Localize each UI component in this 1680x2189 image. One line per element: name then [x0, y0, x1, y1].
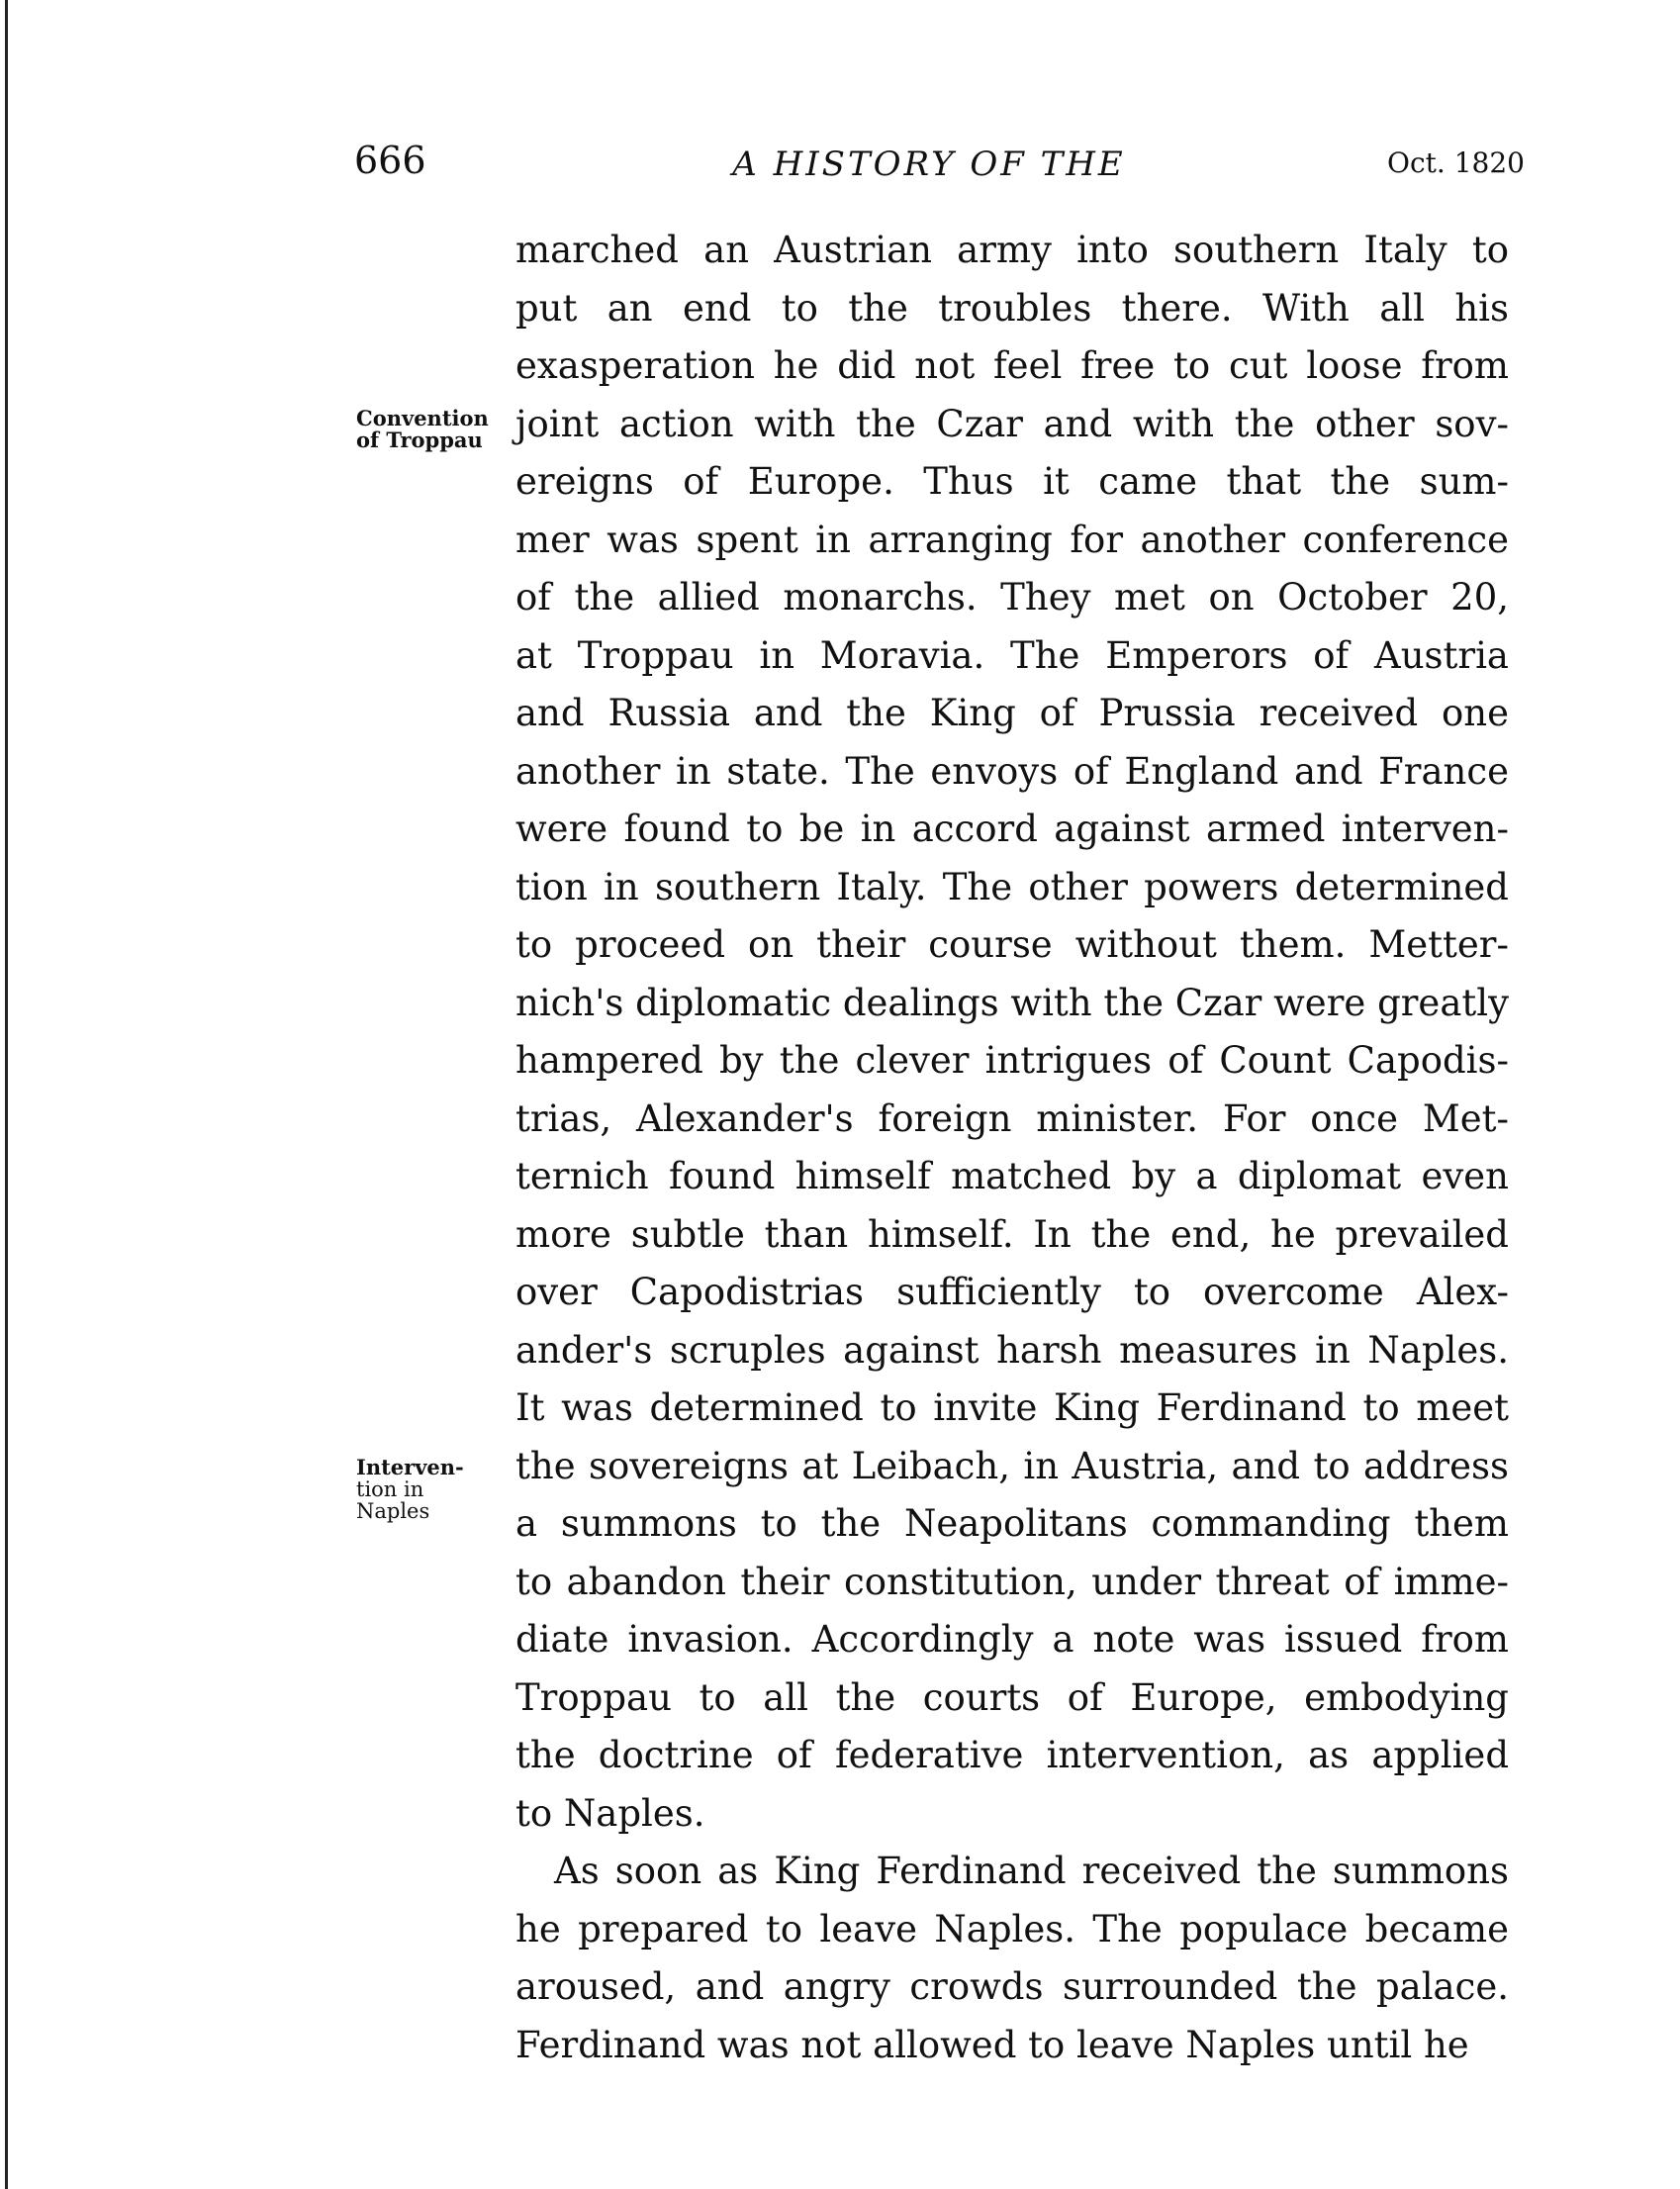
scan-edge-rule [5, 0, 8, 2189]
text-line: another in state. The envoys of England and France [515, 749, 1509, 793]
margin-note-line: Naples [356, 1499, 430, 1523]
text-line: more subtle than himself. In the end, he prevailed [515, 1212, 1509, 1256]
text-line: at Troppau in Moravia. The Emperors of Austria [515, 633, 1509, 677]
margin-note-intervention [356, 1457, 464, 1522]
text-line: the doctrine of federative intervention, as applied [515, 1734, 1509, 1776]
text-line: over Capodistrias sufficiently to overcome Alex- [515, 1271, 1509, 1313]
text-line: tion in southern Italy. The other powers determined [515, 865, 1509, 908]
text-line: hampered by the clever intrigues of Count Capodis- [515, 1039, 1509, 1082]
margin-note-line: Interven- [356, 1455, 464, 1479]
margin-note-convention [356, 408, 489, 451]
text-line: nich's diplomatic dealings with the Czar were greatly [515, 981, 1509, 1024]
text-line: As soon as King Ferdinand received the summons [554, 1850, 1509, 1892]
text-line: Troppau to all the courts of Europe, embodying [515, 1675, 1509, 1719]
text-line: joint action with the Czar and with the other sov- [515, 402, 1509, 445]
text-line: Ferdinand was not allowed to leave Naples until he [515, 2023, 1469, 2066]
text-line: to proceed on their course without them. Metter- [515, 923, 1509, 966]
text-line: exasperation he did not feel free to cut loose from [515, 344, 1509, 387]
text-line: ereigns of Europe. Thus it came that the sum- [515, 460, 1509, 503]
margin-note-line: of Troppau [356, 428, 483, 452]
text-line: trias, Alexander's foreign minister. For once Met- [515, 1096, 1509, 1140]
text-line: a summons to the Neapolitans commanding them [515, 1502, 1509, 1545]
running-date: Oct. 1820 [1387, 146, 1525, 179]
text-line: mer was spent in arranging for another conference [515, 518, 1509, 561]
running-title: A HISTORY OF THE [732, 144, 1126, 184]
text-line: and Russia and the King of Prussia received one [515, 692, 1509, 734]
margin-note-line: Convention [356, 406, 489, 430]
text-line: to abandon their constitution, under threat of imme- [515, 1560, 1509, 1603]
text-line: were found to be in accord against armed interven- [515, 808, 1509, 850]
text-line: diate invasion. Accordingly a note was issued from [515, 1618, 1509, 1661]
text-line: marched an Austrian army into southern Italy to [515, 229, 1509, 271]
text-line: aroused, and angry crowds surrounded the palace. [515, 1965, 1509, 2008]
text-line: ternich found himself matched by a diplomat even [515, 1155, 1509, 1197]
text-line: put an end to the troubles there. With all his [515, 286, 1509, 330]
text-line: he prepared to leave Naples. The populace became [515, 1907, 1509, 1951]
text-line: the sovereigns at Leibach, in Austria, and to address [515, 1444, 1509, 1487]
text-line: to Naples. [515, 1791, 705, 1835]
page-number: 666 [354, 139, 426, 182]
text-line: It was determined to invite King Ferdinand to meet [515, 1386, 1509, 1429]
margin-note-line: tion in [356, 1477, 424, 1501]
text-line: ander's scruples against harsh measures in Naples. [515, 1328, 1509, 1372]
text-line: of the allied monarchs. They met on October 20, [515, 576, 1509, 619]
